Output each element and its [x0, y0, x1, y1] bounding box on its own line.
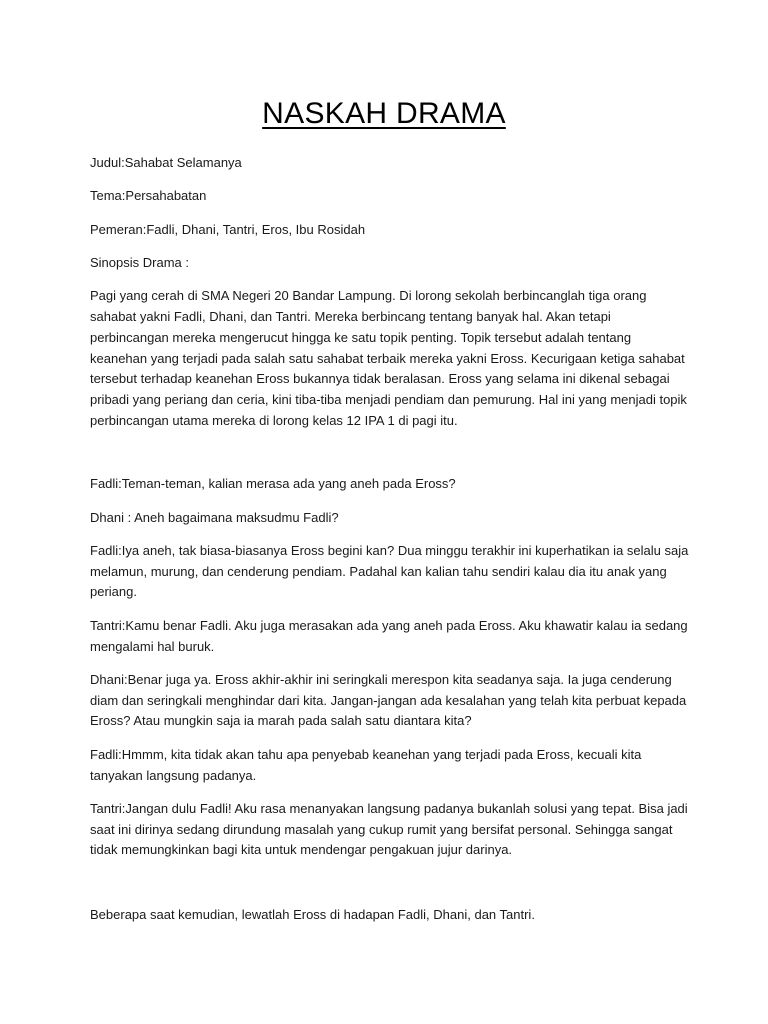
- spacer: [90, 444, 690, 474]
- meta-judul: Judul:Sahabat Selamanya: [90, 155, 242, 170]
- meta-tema: Tema:Persahabatan: [90, 188, 207, 204]
- document-title: NASKAH DRAMA: [262, 97, 506, 130]
- synopsis-paragraph: Pagi yang cerah di SMA Negeri 20 Bandar Lampung. Di lorong sekolah berbincanglah tiga orang sahabat yakni Fadli, Dhani, dan Tantri. Mereka berbincang tentang banyak hal. Akan tetapi perbincangan mereka mengerucut hingga ke satu topik penting. Topik tersebut adalah tentang keanehan yang terjadi pada salah satu sahabat terbaik mereka yakni Eross. Kecurigaan ketiga sahabat tersebut terhadap keanehan Eross bukannya tidak beralasan. Eross yang selama ini dikenal sebagai pribadi yang periang dan ceria, kini tiba-tiba menjadi pendiam dan pemurung. Hal ini yang menjadi topik perbincangan utama mereka di lorong kelas 12 IPA 1 di pagi itu.: [90, 288, 687, 428]
- dialogue-line: Fadli:Iya aneh, tak biasa-biasanya Eross begini kan? Dua minggu terakhir ini kuperhatikan ia selalu saja melamun, murung, dan cenderung pendiam. Padahal kan kalian tahu sendiri kalau dia itu anak yang periang.: [90, 542, 689, 600]
- dialogue-line: Fadli:Hmmm, kita tidak akan tahu apa penyebab keanehan yang terjadi pada Eross, kecuali kita tanyakan langsung padanya.: [90, 746, 642, 783]
- dialogue-line: Dhani : Aneh bagaimana maksudmu Fadli?: [90, 509, 339, 525]
- spacer: [90, 874, 690, 905]
- meta-pemeran: Pemeran:Fadli, Dhani, Tantri, Eros, Ibu Rosidah: [90, 221, 366, 237]
- document-body: [90, 153, 690, 938]
- narration-paragraph: Beberapa saat kemudian, lewatlah Eross di hadapan Fadli, Dhani, dan Tantri.: [90, 906, 535, 922]
- dialogue-line: Fadli:Teman-teman, kalian merasa ada yang aneh pada Eross?: [90, 476, 456, 492]
- dialogue-line: Tantri:Jangan dulu Fadli! Aku rasa menanyakan langsung padanya bukanlah solusi yang tepat. Bisa jadi saat ini dirinya sedang dirundung masalah yang cukup rumit yang bersifat personal. Sehingga sangat tidak memungkinkan bagi kita untuk mendengar pengakuan jujur darinya.: [90, 800, 688, 858]
- dialogue-line: Dhani:Benar juga ya. Eross akhir-akhir ini seringkali merespon kita seadanya saja. Ia juga cenderung diam dan seringkali menghindar dari kita. Jangan-jangan ada kesalahan yang telah kita perbuat kepada Eross? Atau mungkin saja ia marah pada salah satu diantara kita?: [90, 671, 687, 729]
- dialogue-line: Tantri:Kamu benar Fadli. Aku juga merasakan ada yang aneh pada Eross. Aku khawatir kalau ia sedang mengalami hal buruk.: [90, 617, 688, 654]
- synopsis-label: Sinopsis Drama :: [90, 254, 189, 270]
